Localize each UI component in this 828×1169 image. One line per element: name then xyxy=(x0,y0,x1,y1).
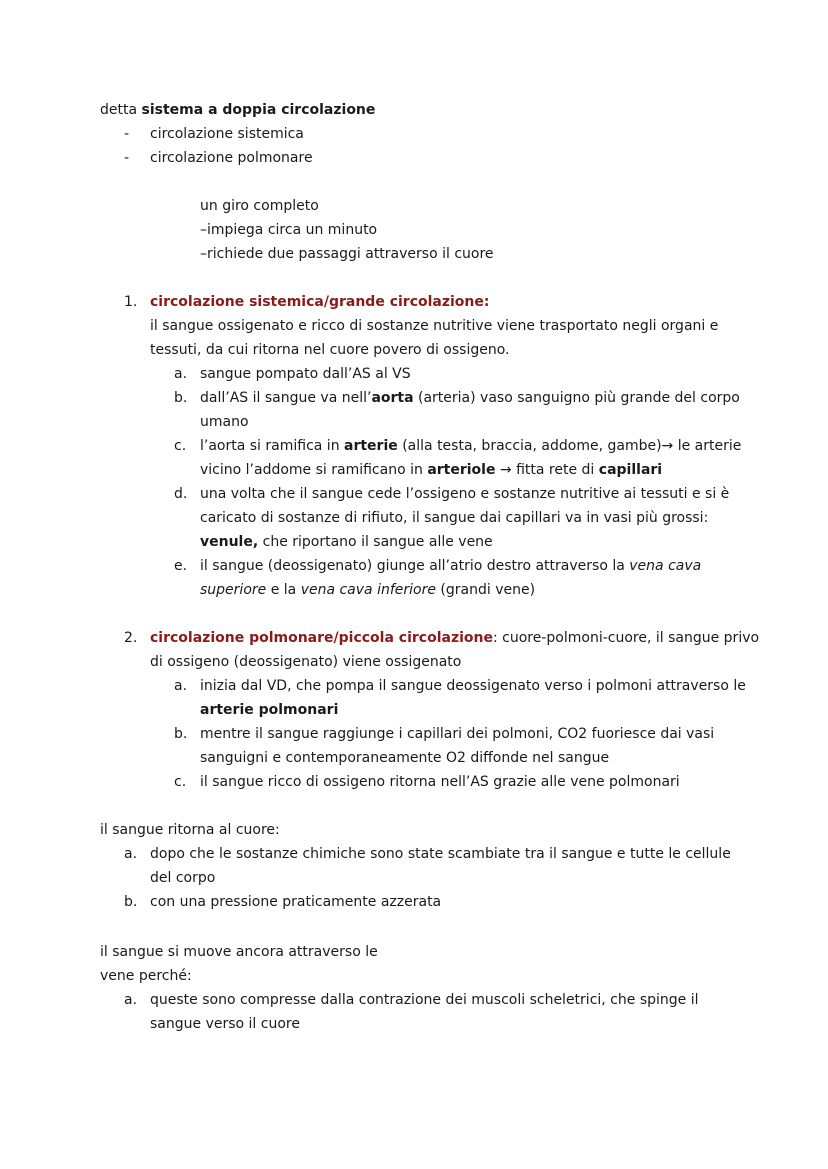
list-marker: b. xyxy=(174,726,188,742)
list-marker: c. xyxy=(174,774,187,790)
text-run: (grandi vene) xyxy=(435,582,536,598)
giro-title: un giro completo xyxy=(200,198,319,214)
giro-line: –richiede due passaggi attraverso il cuore xyxy=(200,246,494,262)
list-item-cont: caricato di sostanze di rifiuto, il sangue dai capillari va in vasi più grossi: xyxy=(200,510,709,526)
list-marker: b. xyxy=(174,390,188,406)
list-item-cont xyxy=(200,700,338,720)
bullet-item: circolazione sistemica xyxy=(150,126,304,142)
intro-bold-term: sistema a doppia circolazione xyxy=(141,102,376,118)
text-run: dall’AS il sangue va nell’ xyxy=(200,390,372,406)
text-run: (alla testa, braccia, addome, gambe)→ le arterie xyxy=(397,438,742,454)
text-run: l’aorta si ramifica in xyxy=(200,438,345,454)
section-title: circolazione polmonare/piccola circolazione xyxy=(150,630,493,646)
bold-term: capillari xyxy=(598,462,663,478)
bold-term: arterie polmonari xyxy=(200,702,339,718)
text-run: che riportano il sangue alle vene xyxy=(258,534,493,550)
text-run: il sangue (deossigenato) giunge all’atrio destro attraverso la xyxy=(200,558,630,574)
section-number: 1. xyxy=(124,294,138,310)
list-marker: e. xyxy=(174,558,188,574)
list-item-cont xyxy=(200,580,535,600)
bold-term: aorta xyxy=(371,390,414,406)
intro-prefix: detta xyxy=(100,102,142,118)
list-marker: a. xyxy=(124,992,138,1008)
section-number: 2. xyxy=(124,630,138,646)
text-run: (arteria) vaso sanguigno più grande del corpo xyxy=(413,390,740,406)
italic-term: vena cava xyxy=(629,558,702,574)
list-item: il sangue ricco di ossigeno ritorna nell’AS grazie alle vene polmonari xyxy=(200,774,680,790)
list-marker: a. xyxy=(174,366,188,382)
bold-term: arteriole xyxy=(427,462,496,478)
list-item: con una pressione praticamente azzerata xyxy=(150,894,442,910)
list-item-cont xyxy=(200,532,493,552)
list-item: sangue pompato dall’AS al VS xyxy=(200,366,411,382)
list-marker: a. xyxy=(174,678,188,694)
intro-line xyxy=(100,100,375,120)
list-item: mentre il sangue raggiunge i capillari dei polmoni, CO2 fuoriesce dai vasi xyxy=(200,726,715,742)
list-item xyxy=(200,436,741,456)
list-item: dopo che le sostanze chimiche sono state scambiate tra il sangue e tutte le cellule xyxy=(150,846,731,862)
list-marker: a. xyxy=(124,846,138,862)
section-desc: il sangue ossigenato e ricco di sostanze nutritive viene trasportato negli organi e xyxy=(150,318,719,334)
list-item xyxy=(200,556,701,576)
bullet-marker: - xyxy=(124,126,130,142)
paragraph-title: il sangue si muove ancora attraverso le xyxy=(100,944,378,960)
list-marker: b. xyxy=(124,894,138,910)
list-item xyxy=(200,388,740,408)
text-run: → fitta rete di xyxy=(495,462,599,478)
list-marker: d. xyxy=(174,486,188,502)
bullet-item: circolazione polmonare xyxy=(150,150,313,166)
section-desc: tessuti, da cui ritorna nel cuore povero di ossigeno. xyxy=(150,342,510,358)
list-item: una volta che il sangue cede l’ossigeno e sostanze nutritive ai tessuti e si è xyxy=(200,486,730,502)
bold-term: arterie xyxy=(344,438,398,454)
list-marker: c. xyxy=(174,438,187,454)
list-item-cont xyxy=(200,460,662,480)
bullet-marker: - xyxy=(124,150,130,166)
list-item: queste sono compresse dalla contrazione dei muscoli scheletrici, che spinge il xyxy=(150,992,699,1008)
section-title-line xyxy=(150,628,759,648)
italic-term: vena cava inferiore xyxy=(300,582,436,598)
giro-line: –impiega circa un minuto xyxy=(200,222,378,238)
section-desc: di ossigeno (deossigenato) viene ossigenato xyxy=(150,654,462,670)
list-item: inizia dal VD, che pompa il sangue deossigenato verso i polmoni attraverso le xyxy=(200,678,746,694)
list-item-cont: sanguigni e contemporaneamente O2 diffonde nel sangue xyxy=(200,750,610,766)
text-run: vicino l’addome si ramificano in xyxy=(200,462,428,478)
paragraph-title: il sangue ritorna al cuore: xyxy=(100,822,280,838)
text-run: : cuore-polmoni-cuore, il sangue privo xyxy=(493,630,760,646)
italic-term: superiore xyxy=(200,582,267,598)
list-item-cont: sangue verso il cuore xyxy=(150,1016,300,1032)
text-run: e la xyxy=(266,582,301,598)
list-item-cont: umano xyxy=(200,414,249,430)
section-title: circolazione sistemica/grande circolazione: xyxy=(150,294,490,310)
paragraph-title: vene perché: xyxy=(100,968,192,984)
bold-term: venule, xyxy=(200,534,259,550)
list-item-cont: del corpo xyxy=(150,870,216,886)
